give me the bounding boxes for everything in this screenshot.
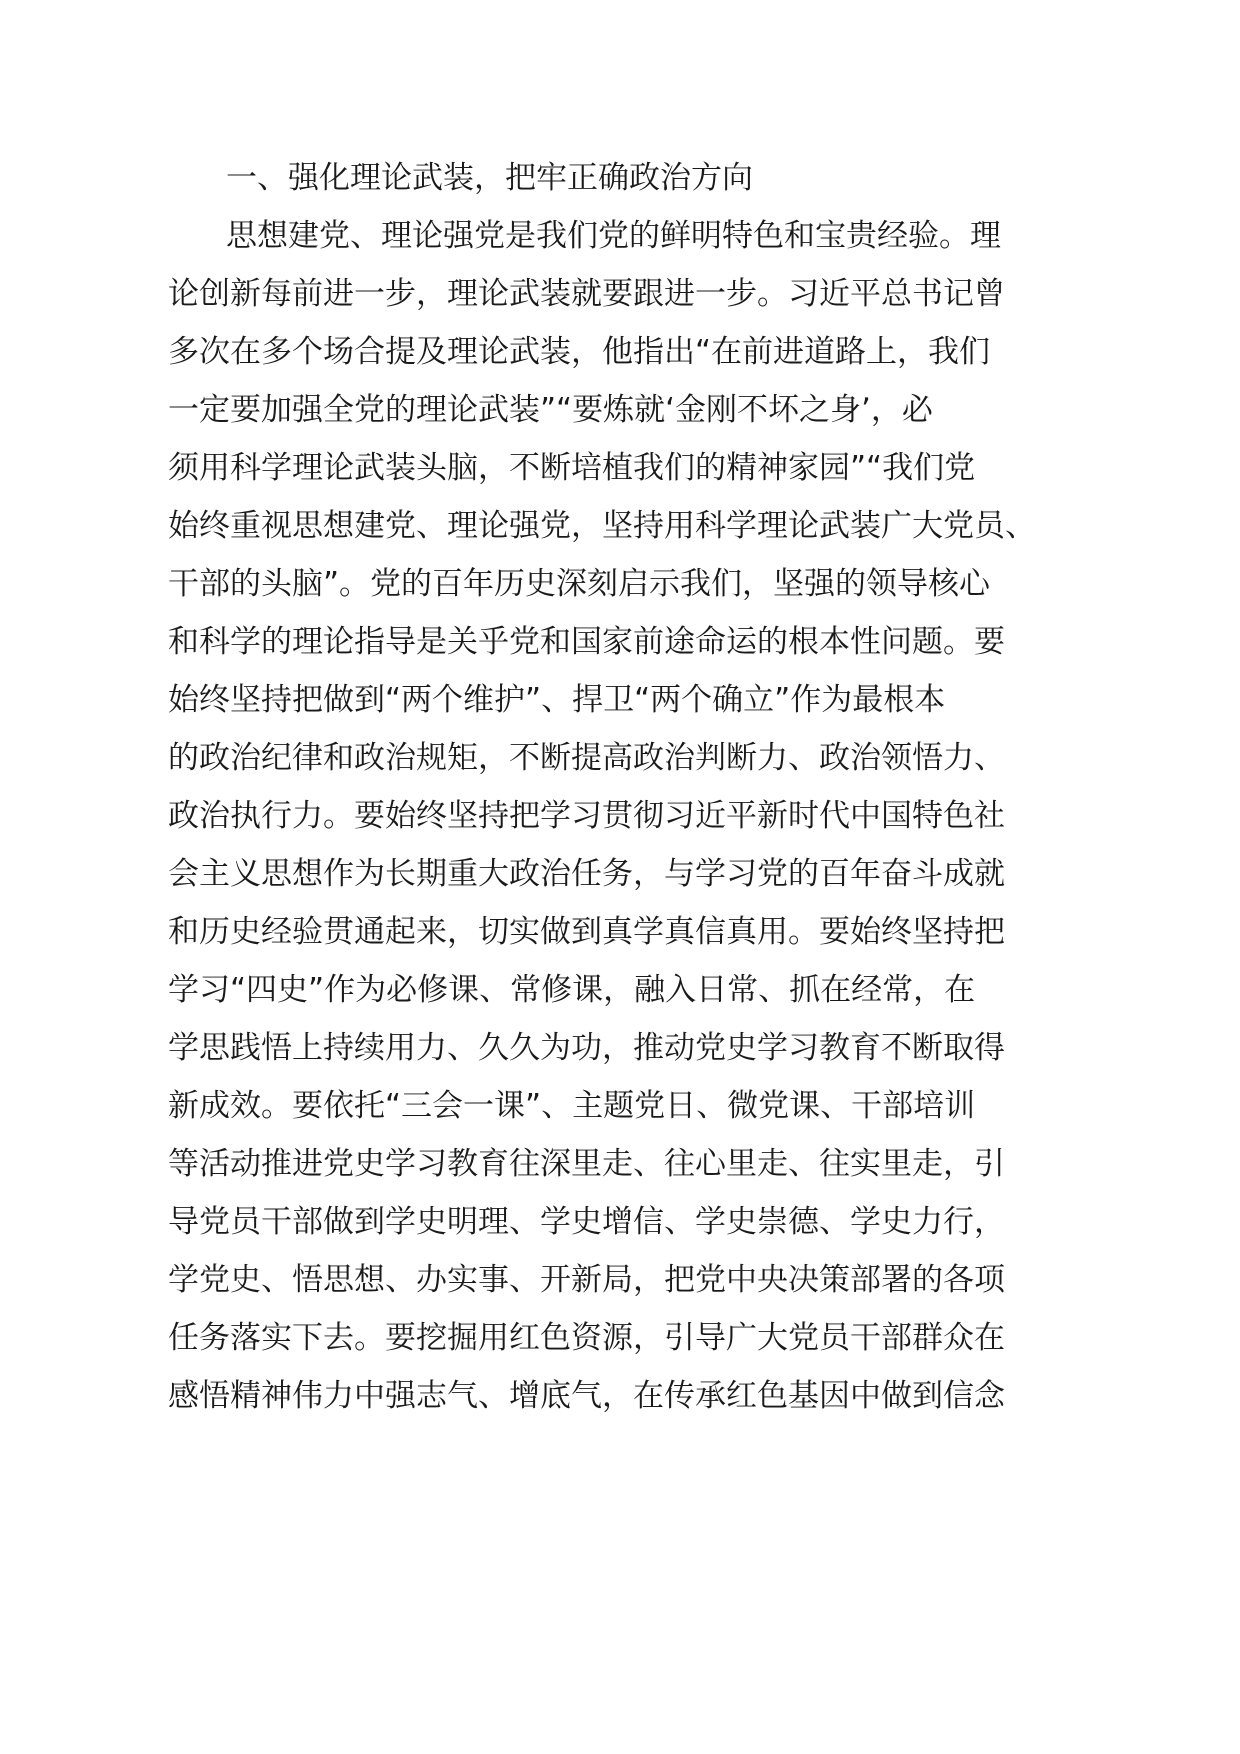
section-heading: 一、强化理论武装，把牢正确政治方向 xyxy=(226,160,753,196)
paragraph-line: 一定要加强全党的理论武装”“要炼就‘金刚不坏之身’，必 xyxy=(168,392,933,428)
paragraph-line: 干部的头脑”。党的百年历史深刻启示我们，坚强的领导核心 xyxy=(168,566,991,602)
paragraph-line: 政治执行力。要始终坚持把学习贯彻习近平新时代中国特色社 xyxy=(168,798,1005,834)
paragraph-line: 和科学的理论指导是关乎党和国家前途命运的根本性问题。要 xyxy=(168,624,1005,660)
paragraph-line: 学习“四史”作为必修课、常修课，融入日常、抓在经常，在 xyxy=(168,972,976,1008)
paragraph-line: 始终重视思想建党、理论强党，坚持用科学理论武装广大党员、 xyxy=(168,508,1036,544)
paragraph-line: 论创新每前进一步，理论武装就要跟进一步。习近平总书记曾 xyxy=(168,276,1005,312)
paragraph-line: 会主义思想作为长期重大政治任务，与学习党的百年奋斗成就 xyxy=(168,856,1005,892)
paragraph-line: 思想建党、理论强党是我们党的鲜明特色和宝贵经验。理 xyxy=(226,218,1001,254)
paragraph-line: 始终坚持把做到“两个维护”、捍卫“两个确立”作为最根本 xyxy=(168,682,946,718)
paragraph-line: 须用科学理论武装头脑，不断培植我们的精神家园”“我们党 xyxy=(168,450,976,486)
paragraph-line: 学党史、悟思想、办实事、开新局，把党中央决策部署的各项 xyxy=(168,1262,1005,1298)
paragraph-line: 学思践悟上持续用力、久久为功，推动党史学习教育不断取得 xyxy=(168,1030,1005,1066)
paragraph-line: 新成效。要依托“三会一课”、主题党日、微党课、干部培训 xyxy=(168,1088,976,1124)
paragraph-line: 的政治纪律和政治规矩，不断提高政治判断力、政治领悟力、 xyxy=(168,740,1005,776)
paragraph-line: 等活动推进党史学习教育往深里走、往心里走、往实里走，引 xyxy=(168,1146,1005,1182)
paragraph-line: 任务落实下去。要挖掘用红色资源，引导广大党员干部群众在 xyxy=(168,1320,1005,1356)
paragraph-line: 多次在多个场合提及理论武装，他指出“在前进道路上，我们 xyxy=(168,334,991,370)
paragraph-line: 导党员干部做到学史明理、学史增信、学史崇德、学史力行， xyxy=(168,1204,1005,1240)
paragraph-line: 和历史经验贯通起来，切实做到真学真信真用。要始终坚持把 xyxy=(168,914,1005,950)
paragraph-line: 感悟精神伟力中强志气、增底气，在传承红色基因中做到信念 xyxy=(168,1378,1005,1414)
